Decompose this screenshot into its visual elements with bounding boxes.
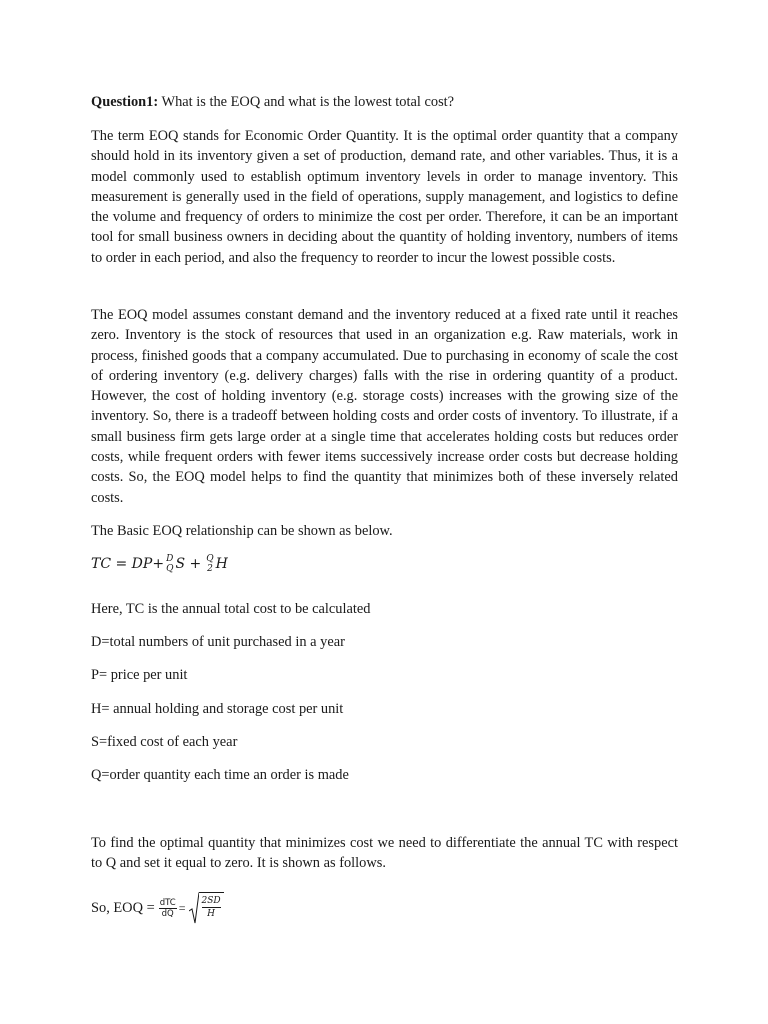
square-root-symbol xyxy=(189,892,224,924)
radical-sign-icon xyxy=(189,892,199,924)
fraction-q-over-2: Q 2 xyxy=(206,554,214,574)
eoq-formula xyxy=(91,892,224,924)
question-heading xyxy=(91,92,678,112)
paragraph-eoq-definition: The term EOQ stands for Economic Order Quantity. It is the optimal order quantity that a company should hold in its inventory given a set of production, demand rate, and other variables. Thus, it is a model commonly used to establish optimum inventory levels in order to manage inventory. This measurement is generally used in the field of operations, supply management, and logistics to define the volume and frequency of orders to minimize the cost per order. Therefore, it can be an important tool for small business owners in deciding about the quantity of holding inventory, numbers of items to order in each period, and also the frequency to reorder to incur the lowest possible costs. xyxy=(91,128,678,266)
definition-p: P= price per unit xyxy=(91,667,188,683)
question-text: What is the EOQ and what is the lowest total cost? xyxy=(158,94,455,110)
formula-lhs: TC = DP+ xyxy=(91,556,165,572)
definition-h: H= annual holding and storage cost per unit xyxy=(91,701,344,717)
radicand-fraction: 2SD H xyxy=(199,892,224,924)
definition-d: D=total numbers of unit purchased in a year xyxy=(91,634,345,650)
paragraph-differentiate: To find the optimal quantity that minimizes cost we need to differentiate the annual TC with respect to Q and set it equal to zero. It is shown as follows. xyxy=(91,835,678,872)
definition-q: Q=order quantity each time an order is made xyxy=(91,767,349,783)
total-cost-formula xyxy=(91,554,228,574)
definition-s: S=fixed cost of each year xyxy=(91,734,238,750)
eoq-prefix: So, EOQ = xyxy=(91,899,155,916)
question-label: Question1: xyxy=(91,94,159,110)
eoq-equals: = xyxy=(178,900,186,915)
fraction-dtc-dq: $\frac{\text{dTC}}{dQ}$ xyxy=(159,897,176,919)
paragraph-eoq-assumptions: The EOQ model assumes constant demand and the inventory reduced at a fixed rate until it reaches zero. Inventory is the stock of resources that used in an organization e.g. Raw materials, work in process, finished goods that a company accumulated. Due to purchasing in economy of scale the cost of ordering inventory (e.g. delivery charges) falls with the rise in ordering quantity of a product. However, the cost of holding inventory (e.g. storage costs) increases with the growing size of the inventory. So, there is a tradeoff between holding costs and order costs of inventory. To illustrate, if a small business firm gets large order at a single time that accelerates holding costs but reduces order costs, while frequent orders with fewer items successively increase order costs but decrease holding costs. So, the EOQ model helps to find the quantity that minimizes both of these inversely related costs. xyxy=(91,307,678,506)
paragraph-tc-explanation: Here, TC is the annual total cost to be calculated xyxy=(91,601,371,617)
paragraph-basic-relationship: The Basic EOQ relationship can be shown as below. xyxy=(91,523,393,539)
fraction-d-over-q: D Q xyxy=(166,554,174,574)
formula-end: H xyxy=(215,556,228,572)
formula-mid: S + xyxy=(175,556,202,572)
